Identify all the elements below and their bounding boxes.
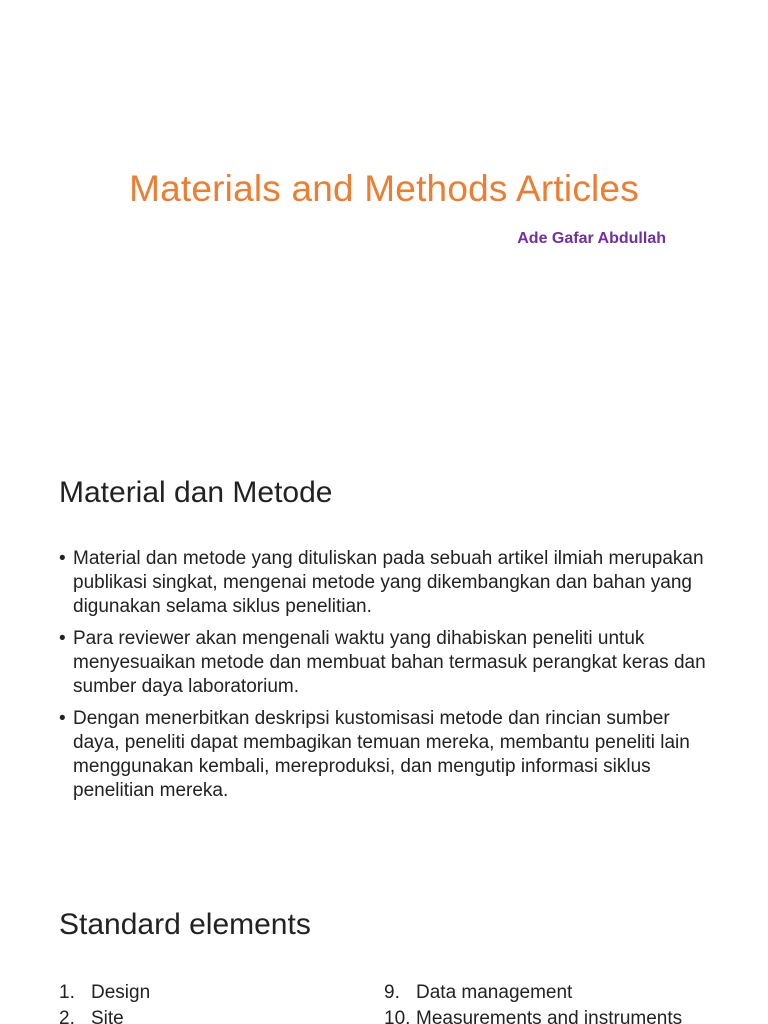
list-number: 2. [59, 1008, 75, 1024]
list-label: Data management [416, 982, 573, 1003]
list-label: Measurements and instruments [416, 1008, 683, 1024]
elements-right-column [384, 980, 744, 1024]
bullet-item [59, 547, 719, 619]
slide-heading: Material dan Metode [59, 476, 333, 509]
slide-heading: Standard elements [59, 908, 311, 941]
standard-elements-slide [0, 864, 768, 1024]
list-label: Site [91, 1008, 124, 1024]
list-number: 1. [59, 982, 75, 1003]
bullet-item [59, 707, 719, 803]
bullet-icon: • [59, 708, 66, 729]
bullet-text: Dengan menerbitkan deskripsi kustomisasi metode dan rincian sumber daya, peneliti dapat membagikan temuan mereka, membantu peneliti lain menggunakan kembali, mereproduksi, dan mengutip informasi siklus penelitian mereka. [73, 708, 690, 801]
bullet-icon: • [59, 548, 66, 569]
list-number: 10. [384, 1008, 411, 1024]
material-dan-metode-slide [0, 432, 768, 864]
elements-left-column [59, 980, 359, 1024]
bullet-text: Material dan metode yang dituliskan pada sebuah artikel ilmiah merupakan publikasi singkat, mengenai metode yang dikembangkan dan bahan yang digunakan selama siklus penelitian. [73, 548, 704, 617]
list-number: 9. [384, 982, 400, 1003]
bullet-item [59, 627, 719, 699]
list-item [384, 1006, 744, 1024]
bullet-text: Para reviewer akan mengenali waktu yang dihabiskan peneliti untuk menyesuaikan metode dan membuat bahan termasuk perangkat keras dan sumber daya laboratorium. [73, 628, 706, 697]
author-name: Ade Gafar Abdullah [517, 230, 666, 247]
bullet-icon: • [59, 628, 66, 649]
title-slide [0, 0, 768, 432]
elements-list [59, 980, 739, 1024]
list-item [59, 980, 359, 1006]
presentation-title: Materials and Methods Articles [129, 168, 639, 209]
list-label: Design [91, 982, 151, 1003]
list-item [59, 1006, 359, 1024]
list-item [384, 980, 744, 1006]
bullet-list [59, 547, 719, 811]
